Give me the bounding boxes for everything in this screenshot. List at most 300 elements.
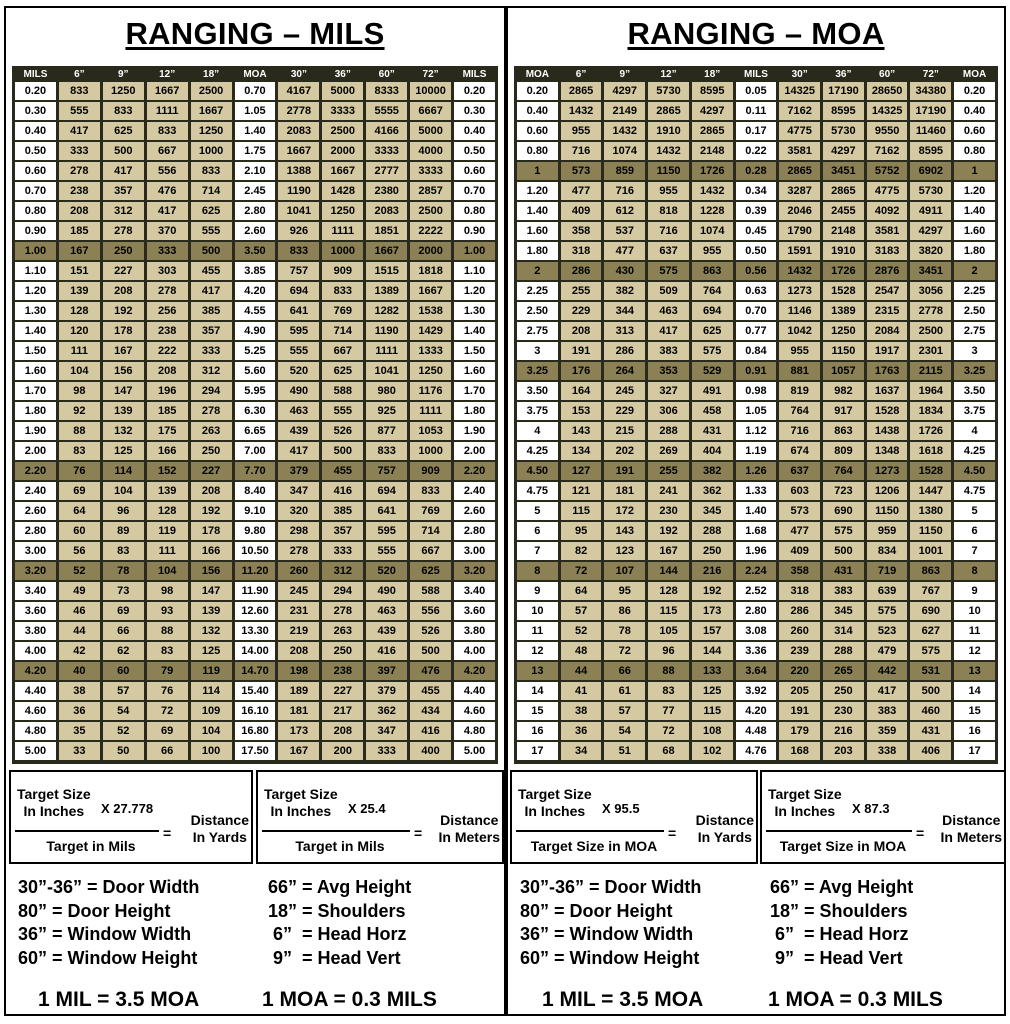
moa-table-cell: 1.33 (736, 482, 777, 500)
mils-table-cell: 1000 (410, 442, 451, 460)
mils-table-cell: 641 (278, 302, 319, 320)
moa-table-cell: 5730 (648, 82, 689, 100)
moa-table-cell: 955 (779, 342, 820, 360)
moa-table-cell: 358 (561, 222, 602, 240)
mils-table-cell: 1.60 (15, 362, 56, 380)
moa-table-cell: 500 (910, 682, 951, 700)
moa-table-cell: 3.92 (736, 682, 777, 700)
moa-table-cell: 72 (561, 562, 602, 580)
moa-table-cell: 8 (954, 562, 995, 580)
moa-table-cell: 5730 (910, 182, 951, 200)
mils-table-cell: 185 (147, 402, 188, 420)
mils-table-cell: 66 (147, 742, 188, 760)
table-row (517, 322, 995, 340)
moa-table-cell: 0.34 (736, 182, 777, 200)
mils-table-cell: 0.20 (454, 82, 495, 100)
moa-table-cell: 7162 (867, 142, 908, 160)
moa-table-cell: 0.28 (736, 162, 777, 180)
mils-table-cell: 175 (147, 422, 188, 440)
mils-table-cell: 3.60 (15, 602, 56, 620)
mils-table-cell: 417 (147, 202, 188, 220)
mils-table-cell: 526 (322, 422, 363, 440)
moa-table-cell: 61 (604, 682, 645, 700)
moa-table-cell: 463 (648, 302, 689, 320)
mils-table-cell: 57 (103, 682, 144, 700)
mils-table-cell: 9.10 (235, 502, 276, 520)
moa-table-cell: 0.80 (517, 142, 558, 160)
moa-table-cell: 881 (779, 362, 820, 380)
formula-multiplier: X 25.4 (348, 801, 386, 816)
mils-table-cell: 3.80 (454, 622, 495, 640)
moa-table-cell: 2778 (910, 302, 951, 320)
formula-multiplier: X 87.3 (852, 801, 890, 816)
moa-table-cell: 2 (954, 262, 995, 280)
mils-table-cell: 6667 (410, 102, 451, 120)
mils-table-cell: 5000 (322, 82, 363, 100)
mils-formula-yards (9, 770, 253, 864)
moa-table-cell: 955 (561, 122, 602, 140)
mils-table-cell: 2500 (322, 122, 363, 140)
moa-table-cell: 3.75 (954, 402, 995, 420)
table-row (517, 302, 995, 320)
moa-table-cell: 1917 (867, 342, 908, 360)
mils-table-cell: 208 (322, 722, 363, 740)
moa-table-cell: 575 (823, 522, 864, 540)
moa-table-cell: 72 (604, 642, 645, 660)
moa-header-cell: MOA (954, 68, 995, 80)
mils-table-cell: 0.50 (15, 142, 56, 160)
moa-table-cell: 637 (779, 462, 820, 480)
mils-table-cell: 1.40 (454, 322, 495, 340)
moa-table-cell: 286 (604, 342, 645, 360)
mils-table-cell: 4.00 (454, 642, 495, 660)
moa-table-cell: 0.63 (736, 282, 777, 300)
mils-table-cell: 1.10 (454, 262, 495, 280)
mils-table-cell: 294 (191, 382, 232, 400)
moa-table-cell: 52 (561, 622, 602, 640)
moa-table-cell: 4297 (910, 222, 951, 240)
mils-table-cell: 2.60 (454, 502, 495, 520)
mils-reference-list (18, 876, 498, 972)
mils-table-cell: 625 (191, 202, 232, 220)
mils-table-cell: 125 (191, 642, 232, 660)
formula-result: Distance In Meters (438, 812, 500, 845)
moa-table-cell: 409 (779, 542, 820, 560)
moa-table-cell: 1206 (867, 482, 908, 500)
moa-table-cell: 15 (517, 702, 558, 720)
mils-table-cell: 0.30 (454, 102, 495, 120)
mils-table-cell: 0.70 (15, 182, 56, 200)
moa-table-cell: 491 (692, 382, 733, 400)
moa-table (514, 66, 998, 762)
mils-table-cell: 11.90 (235, 582, 276, 600)
moa-table-cell: 0.70 (736, 302, 777, 320)
moa-table-cell: 1 (517, 162, 558, 180)
moa-table-cell: 1.26 (736, 462, 777, 480)
moa-table-cell: 11460 (910, 122, 951, 140)
moa-table-cell: 3581 (779, 142, 820, 160)
moa-table-cell: 13 (954, 662, 995, 680)
moa-table-cell: 36 (561, 722, 602, 740)
mils-table-cell: 227 (191, 462, 232, 480)
mils-table-cell: 278 (191, 402, 232, 420)
mils-table-cell: 0.40 (454, 122, 495, 140)
table-row (15, 322, 495, 340)
moa-table-cell: 313 (604, 322, 645, 340)
moa-table-cell: 344 (604, 302, 645, 320)
table-row (517, 342, 995, 360)
mils-table-cell: 119 (191, 662, 232, 680)
moa-table-cell: 4.48 (736, 722, 777, 740)
moa-table-cell: 14 (954, 682, 995, 700)
mils-table-cell: 60 (59, 522, 100, 540)
moa-table-cell: 0.50 (736, 242, 777, 260)
table-row (15, 342, 495, 360)
moa-table-cell: 107 (604, 562, 645, 580)
mils-table-cell: 4.20 (454, 662, 495, 680)
moa-table-cell: 2.25 (954, 282, 995, 300)
mils-table-cell: 455 (191, 262, 232, 280)
mils-header-row (15, 68, 495, 80)
table-row (517, 242, 995, 260)
mils-table-cell: 98 (59, 382, 100, 400)
table-row (15, 542, 495, 560)
mils-table-cell: 92 (59, 402, 100, 420)
moa-table-cell: 383 (823, 582, 864, 600)
moa-table-cell: 4.50 (517, 462, 558, 480)
moa-table-cell: 764 (692, 282, 733, 300)
mils-table-cell: 1250 (103, 82, 144, 100)
mils-table-cell: 333 (59, 142, 100, 160)
mils-table-cell: 278 (322, 602, 363, 620)
mils-table-cell: 238 (59, 182, 100, 200)
mils-table-cell: 500 (410, 642, 451, 660)
moa-table-cell: 288 (648, 422, 689, 440)
mils-table-cell: 556 (147, 162, 188, 180)
mils-table-cell: 14.00 (235, 642, 276, 660)
moa-table-cell: 1910 (823, 242, 864, 260)
moa-table-cell: 3.50 (954, 382, 995, 400)
moa-reference-list (520, 876, 1000, 972)
mils-table-cell: 139 (59, 282, 100, 300)
mils-table-cell: 2000 (322, 142, 363, 160)
mils-table-cell: 1389 (366, 282, 407, 300)
mils-table-cell: 3.60 (454, 602, 495, 620)
table-row (517, 442, 995, 460)
moa-table-cell: 0.56 (736, 262, 777, 280)
mils-table-cell: 139 (103, 402, 144, 420)
mils-table-cell: 379 (366, 682, 407, 700)
moa-table-cell: 383 (648, 342, 689, 360)
mils-table-cell: 178 (103, 322, 144, 340)
mils-table-cell: 595 (278, 322, 319, 340)
moa-table-cell: 1.68 (736, 522, 777, 540)
moa-table-cell: 6 (954, 522, 995, 540)
moa-header-cell: 30” (779, 68, 820, 80)
moa-table-cell: 1637 (867, 382, 908, 400)
mils-table-cell: 1041 (278, 202, 319, 220)
moa-table-cell: 144 (692, 642, 733, 660)
mils-table-cell: 2.80 (454, 522, 495, 540)
mils-table-cell: 714 (322, 322, 363, 340)
mils-table-cell: 17.50 (235, 742, 276, 760)
moa-table-cell: 95 (604, 582, 645, 600)
moa-table-cell: 1.05 (736, 402, 777, 420)
mils-table-cell: 11.20 (235, 562, 276, 580)
moa-refs-left (520, 876, 701, 970)
moa-table-cell: 15 (954, 702, 995, 720)
moa-table-cell: 2.75 (517, 322, 558, 340)
table-row (517, 142, 995, 160)
moa-table-cell: 241 (648, 482, 689, 500)
moa-table-cell: 44 (561, 662, 602, 680)
mils-table-cell: 833 (59, 82, 100, 100)
mils-conv-moa: 1 MOA = 0.3 MILS (262, 988, 437, 1011)
moa-table-cell: 48 (561, 642, 602, 660)
moa-table-cell: 269 (648, 442, 689, 460)
reference-item: 80” = Door Height (520, 900, 673, 921)
moa-table-cell: 125 (692, 682, 733, 700)
moa-panel (506, 6, 1006, 1016)
moa-table-cell: 2865 (823, 182, 864, 200)
moa-table-cell: 3056 (910, 282, 951, 300)
table-row (517, 542, 995, 560)
moa-table-cell: 164 (561, 382, 602, 400)
table-row (15, 182, 495, 200)
moa-table-cell: 509 (648, 282, 689, 300)
moa-table-cell: 173 (692, 602, 733, 620)
moa-table-cell: 8595 (910, 142, 951, 160)
mils-table-cell: 370 (147, 222, 188, 240)
mils-table-cell: 833 (191, 162, 232, 180)
moa-table-cell: 1042 (779, 322, 820, 340)
table-row (517, 622, 995, 640)
mils-table-cell: 2.80 (235, 202, 276, 220)
moa-table-cell: 318 (779, 582, 820, 600)
mils-table-cell: 73 (103, 582, 144, 600)
table-row (15, 562, 495, 580)
reference-item: 30”-36” = Door Width (520, 877, 702, 897)
mils-table-cell: 1667 (147, 82, 188, 100)
mils-table-cell: 1111 (147, 102, 188, 120)
mils-table-cell: 250 (103, 242, 144, 260)
moa-table-cell: 0.60 (954, 122, 995, 140)
mils-table-cell: 439 (366, 622, 407, 640)
moa-table-cell: 14325 (867, 102, 908, 120)
moa-table-cell: 1057 (823, 362, 864, 380)
mils-table-cell: 1.90 (15, 422, 56, 440)
mils-table-cell: 128 (59, 302, 100, 320)
moa-table-cell: 1432 (561, 102, 602, 120)
moa-table-cell: 191 (604, 462, 645, 480)
mils-table-cell: 151 (59, 262, 100, 280)
mils-table-cell: 245 (278, 582, 319, 600)
mils-table-cell: 2.20 (454, 462, 495, 480)
mils-table-cell: 757 (278, 262, 319, 280)
mils-table-cell: 417 (191, 282, 232, 300)
moa-table-cell: 121 (561, 482, 602, 500)
table-row (15, 722, 495, 740)
mils-table-cell: 189 (278, 682, 319, 700)
moa-table-cell: 17190 (910, 102, 951, 120)
mils-table-cell: 1.80 (15, 402, 56, 420)
table-row (15, 702, 495, 720)
mils-table-cell: 88 (59, 422, 100, 440)
mils-table-cell: 1.40 (235, 122, 276, 140)
moa-table-cell: 191 (779, 702, 820, 720)
mils-table-cell: 555 (59, 102, 100, 120)
moa-table-cell: 1348 (867, 442, 908, 460)
table-row (15, 102, 495, 120)
mils-table-cell: 833 (103, 102, 144, 120)
mils-table-cell: 3.50 (235, 242, 276, 260)
mils-table-cell: 641 (366, 502, 407, 520)
moa-table-cell: 1.80 (517, 242, 558, 260)
formula-multiplier: X 27.778 (101, 801, 154, 816)
moa-table-cell: 955 (648, 182, 689, 200)
mils-table-cell: 178 (191, 522, 232, 540)
moa-table-cell: 2547 (867, 282, 908, 300)
mils-table-cell: 15.40 (235, 682, 276, 700)
mils-table-cell: 0.20 (15, 82, 56, 100)
moa-table-cell: 265 (823, 662, 864, 680)
moa-table-cell: 2301 (910, 342, 951, 360)
mils-table-cell: 238 (322, 662, 363, 680)
moa-table-cell: 353 (648, 362, 689, 380)
mils-table-cell: 455 (410, 682, 451, 700)
table-row (15, 462, 495, 480)
mils-table-cell: 980 (366, 382, 407, 400)
mils-table-cell: 3.00 (454, 542, 495, 560)
mils-table-cell: 166 (147, 442, 188, 460)
mils-table-cell: 139 (191, 602, 232, 620)
mils-table-cell: 1000 (322, 242, 363, 260)
moa-table-cell: 0.22 (736, 142, 777, 160)
mils-table-cell: 625 (103, 122, 144, 140)
mils-table-cell: 5.25 (235, 342, 276, 360)
moa-table-cell: 1.96 (736, 542, 777, 560)
mils-table-cell: 35 (59, 722, 100, 740)
moa-table-cell: 11 (954, 622, 995, 640)
mils-table-cell: 6.65 (235, 422, 276, 440)
moa-table-cell: 127 (561, 462, 602, 480)
mils-table-cell: 1.75 (235, 142, 276, 160)
mils-table-cell: 167 (278, 742, 319, 760)
mils-table-cell: 3333 (322, 102, 363, 120)
moa-table-cell: 3581 (867, 222, 908, 240)
formula-denominator: Target in Mils (295, 838, 385, 854)
moa-table-cell: 3.50 (517, 382, 558, 400)
mils-table-cell: 52 (59, 562, 100, 580)
moa-table-cell: 477 (604, 242, 645, 260)
moa-table-cell: 34 (561, 742, 602, 760)
mils-table-cell: 595 (366, 522, 407, 540)
mils-table-cell: 2.45 (235, 182, 276, 200)
moa-table-cell: 191 (561, 342, 602, 360)
moa-table-cell: 612 (604, 202, 645, 220)
mils-table-cell: 4.20 (235, 282, 276, 300)
mils-table-cell: 490 (366, 582, 407, 600)
moa-table-cell: 863 (692, 262, 733, 280)
mils-table-cell: 520 (278, 362, 319, 380)
mils-table-cell: 833 (366, 442, 407, 460)
mils-table-cell: 2500 (191, 82, 232, 100)
mils-table-cell: 1667 (410, 282, 451, 300)
moa-table-cell: 2315 (867, 302, 908, 320)
moa-table-cell: 575 (648, 262, 689, 280)
mils-table-cell: 556 (410, 602, 451, 620)
moa-conv-mil: 1 MIL = 3.5 MOA (542, 988, 704, 1011)
mils-table-cell: 1250 (191, 122, 232, 140)
table-row (15, 442, 495, 460)
moa-table-cell: 460 (910, 702, 951, 720)
mils-table-cell: 6.30 (235, 402, 276, 420)
mils-formula-meters (256, 770, 504, 864)
moa-table-cell: 573 (779, 502, 820, 520)
mils-table-cell: 152 (147, 462, 188, 480)
moa-table-cell: 167 (648, 542, 689, 560)
moa-table-cell: 245 (604, 382, 645, 400)
mils-table-cell: 83 (59, 442, 100, 460)
mils-table-cell: 2.10 (235, 162, 276, 180)
moa-table-cell: 1.60 (954, 222, 995, 240)
moa-table-cell: 10 (517, 602, 558, 620)
moa-table-cell: 16 (517, 722, 558, 740)
mils-refs-right (268, 876, 411, 970)
moa-table-cell: 255 (648, 462, 689, 480)
mils-table-cell: 120 (59, 322, 100, 340)
mils-table-cell: 588 (410, 582, 451, 600)
moa-table-cell: 5 (954, 502, 995, 520)
reference-item: 36” = Window Width (18, 924, 192, 944)
mils-table-cell: 167 (59, 242, 100, 260)
table-row (15, 362, 495, 380)
moa-table-cell: 286 (779, 602, 820, 620)
moa-table-cell: 314 (823, 622, 864, 640)
moa-table-cell: 1726 (692, 162, 733, 180)
mils-table-cell: 2.40 (15, 482, 56, 500)
moa-table-cell: 2500 (910, 322, 951, 340)
moa-table-cell: 3820 (910, 242, 951, 260)
mils-table-cell: 347 (366, 722, 407, 740)
moa-table-cell: 382 (604, 282, 645, 300)
mils-header-cell: 30” (278, 68, 319, 80)
mils-table-cell: 357 (103, 182, 144, 200)
moa-table-cell: 4 (954, 422, 995, 440)
mils-table-cell: 278 (147, 282, 188, 300)
moa-table-cell: 9 (517, 582, 558, 600)
formula-denominator: Target Size in MOA (779, 838, 907, 854)
mils-table-cell: 417 (278, 442, 319, 460)
moa-table-cell: 0.05 (736, 82, 777, 100)
moa-table-cell: 1074 (692, 222, 733, 240)
mils-table-cell: 119 (147, 522, 188, 540)
table-row (15, 302, 495, 320)
moa-table-cell: 215 (604, 422, 645, 440)
mils-header-cell: MOA (235, 68, 276, 80)
table-row (517, 482, 995, 500)
moa-table-cell: 4297 (823, 142, 864, 160)
mils-table-cell: 2.80 (15, 522, 56, 540)
moa-table-cell: 51 (604, 742, 645, 760)
mils-table-cell: 69 (147, 722, 188, 740)
mils-table-cell: 93 (147, 602, 188, 620)
mils-table-cell: 125 (103, 442, 144, 460)
moa-table-cell: 716 (561, 142, 602, 160)
moa-table-cell: 86 (604, 602, 645, 620)
mils-table-cell: 1.00 (15, 242, 56, 260)
mils-refs-left (18, 876, 199, 970)
